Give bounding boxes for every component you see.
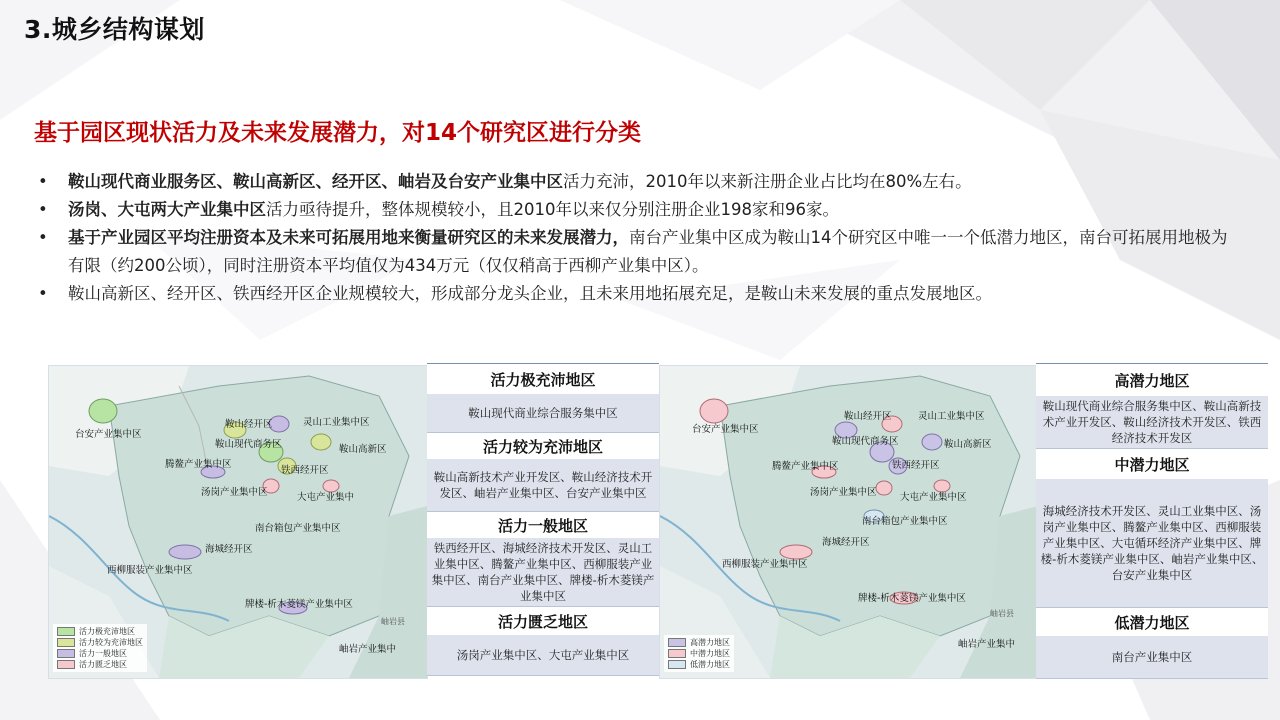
map-label: 西柳服装产业集中区: [107, 565, 193, 576]
legend-label: 活力一般地区: [79, 649, 127, 658]
legend-entry: [57, 659, 143, 670]
panel-content: 鞍山现代商业综合服务集中区、鞍山高新技术产业开发区、鞍山经济技术开发区、铁西经济技术开发区: [1036, 396, 1268, 449]
map-label: 台安产业集中区: [692, 424, 759, 435]
map-label: 牌楼-析木菱镁产业集中区: [858, 593, 966, 604]
panel-content: 鞍山现代商业综合服务集中区: [427, 394, 659, 433]
panel-heading: 活力极充沛地区: [427, 364, 659, 394]
map-label: 铁西经开区: [281, 465, 329, 476]
bullet-list: [34, 168, 1234, 308]
potential-map: [659, 365, 1039, 679]
legend-label: 活力极充沛地区: [79, 627, 135, 636]
map-label: 海城经开区: [822, 537, 870, 548]
legend-swatch: [57, 638, 75, 647]
bullet-item: [34, 196, 1234, 224]
map-label: 灵山工业集中区: [303, 417, 370, 428]
legend-entry: [668, 637, 730, 648]
legend-swatch: [57, 660, 75, 669]
map-label: 鞍山高新区: [339, 444, 387, 455]
vitality-panel: [427, 363, 659, 676]
map-label: 南台箱包产业集中区: [255, 523, 341, 534]
panel-content: 汤岗产业集中区、大屯产业集中区: [427, 635, 659, 676]
map-label: 鞍山现代商务区: [832, 436, 899, 447]
bullet-item: [34, 280, 1234, 308]
panel-content: 海城经济技术开发区、灵山工业集中区、汤岗产业集中区、腾鳌产业集中区、西柳服装产业集中区、大屯循环经济产业集中区、牌楼-析木菱镁产业集中区、岫岩产业集中区、台安产业集中区: [1036, 479, 1268, 608]
legend-label: 低潜力地区: [690, 660, 730, 669]
section-subtitle: 基于园区现状活力及未来发展潜力，对14个研究区进行分类: [34, 120, 642, 146]
map-label: 大屯产业集中区: [900, 492, 967, 503]
legend-swatch: [57, 649, 75, 658]
map-label: 腾鳌产业集中区: [772, 461, 839, 472]
panel-content: 南台产业集中区: [1036, 636, 1268, 679]
map-legend: [664, 635, 734, 672]
map-label: 岫岩县: [381, 617, 405, 626]
bullet-text: 活力亟待提升，整体规模较小，且2010年以来仅分别注册企业198家和96家。: [266, 200, 839, 219]
panel-heading: 中潜力地区: [1036, 449, 1268, 479]
legend-label: 高潜力地区: [690, 638, 730, 647]
map-label: 牌楼-析木菱镁产业集中区: [245, 599, 353, 610]
bullet-marker: •: [38, 172, 48, 191]
bullet-bold: 基于产业园区平均注册资本及未来可拓展用地来衡量研究区的未来发展潜力，: [68, 228, 629, 247]
legend-entry: [57, 637, 143, 648]
map-label: 汤岗产业集中区: [810, 487, 877, 498]
map-label: 台安产业集中区: [75, 429, 142, 440]
bullet-marker: •: [38, 200, 48, 219]
bullet-item: [34, 224, 1234, 280]
legend-swatch: [668, 649, 686, 658]
legend-swatch: [57, 627, 75, 636]
panel-content: 鞍山高新技术产业开发区、鞍山经济技术开发区、岫岩产业集中区、台安产业集中区: [427, 459, 659, 512]
map-label: 鞍山现代商务区: [215, 439, 282, 450]
map-label: 岫岩县: [990, 609, 1014, 618]
legend-label: 中潜力地区: [690, 649, 730, 658]
map-label: 铁西经开区: [892, 460, 940, 471]
bullet-bold: 鞍山现代商业服务区、鞍山高新区、经开区、岫岩及台安产业集中区: [68, 172, 563, 191]
bullet-text: 鞍山高新区、经开区、铁西经开区企业规模较大，形成部分龙头企业，且未来用地拓展充足，是鞍山未来发展的重点发展地区。: [68, 284, 992, 303]
legend-entry: [57, 648, 143, 659]
legend-swatch: [668, 660, 686, 669]
bullet-bold: 汤岗、大屯两大产业集中区: [68, 200, 266, 219]
map-label: 灵山工业集中区: [918, 411, 985, 422]
map-label: 鞍山经开区: [225, 419, 273, 430]
page-title: 3.城乡结构谋划: [24, 15, 205, 44]
legend-label: 活力匮乏地区: [79, 660, 127, 669]
map-label: 岫岩产业集中: [339, 644, 397, 655]
panel-heading: 活力一般地区: [427, 512, 659, 538]
map-legend: [53, 624, 147, 672]
bullet-marker: •: [38, 284, 48, 303]
panel-heading: 低潜力地区: [1036, 608, 1268, 636]
bullet-text: 南台产业集中区成为鞍山14个研究区中唯一一个低潜力地区，南台可拓展用地极为有限（约200公顷），同时注册资本平均值仅为434万元（仅仅稍高于西柳产业集中区）。: [68, 228, 1228, 275]
map-label: 腾鳌产业集中区: [165, 459, 232, 470]
map-label: 南台箱包产业集中区: [862, 516, 948, 527]
vitality-map: [48, 365, 428, 679]
legend-swatch: [668, 638, 686, 647]
map-label: 大屯产业集中: [297, 492, 355, 503]
map-label: 岫岩产业集中: [958, 639, 1016, 650]
legend-label: 活力较为充沛地区: [79, 638, 143, 647]
bullet-marker: •: [38, 228, 48, 247]
bullet-text: 活力充沛，2010年以来新注册企业占比均在80%左右。: [563, 172, 972, 191]
panel-heading: 高潜力地区: [1036, 364, 1268, 396]
map-label: 西柳服装产业集中区: [722, 559, 808, 570]
legend-entry: [668, 659, 730, 670]
map-label: 海城经开区: [205, 544, 253, 555]
legend-entry: [57, 626, 143, 637]
panel-heading: 活力匮乏地区: [427, 607, 659, 635]
map-label: 汤岗产业集中区: [201, 487, 268, 498]
legend-entry: [668, 648, 730, 659]
panel-content: 铁西经开区、海城经济技术开发区、灵山工业集中区、腾鳌产业集中区、西柳服装产业集中区、南台产业集中区、牌楼-析木菱镁产业集中区: [427, 538, 659, 607]
map-label: 鞍山高新区: [944, 439, 992, 450]
panel-heading: 活力较为充沛地区: [427, 433, 659, 459]
map-label: 鞍山经开区: [844, 411, 892, 422]
potential-panel: [1036, 363, 1268, 679]
bullet-item: [34, 168, 1234, 196]
